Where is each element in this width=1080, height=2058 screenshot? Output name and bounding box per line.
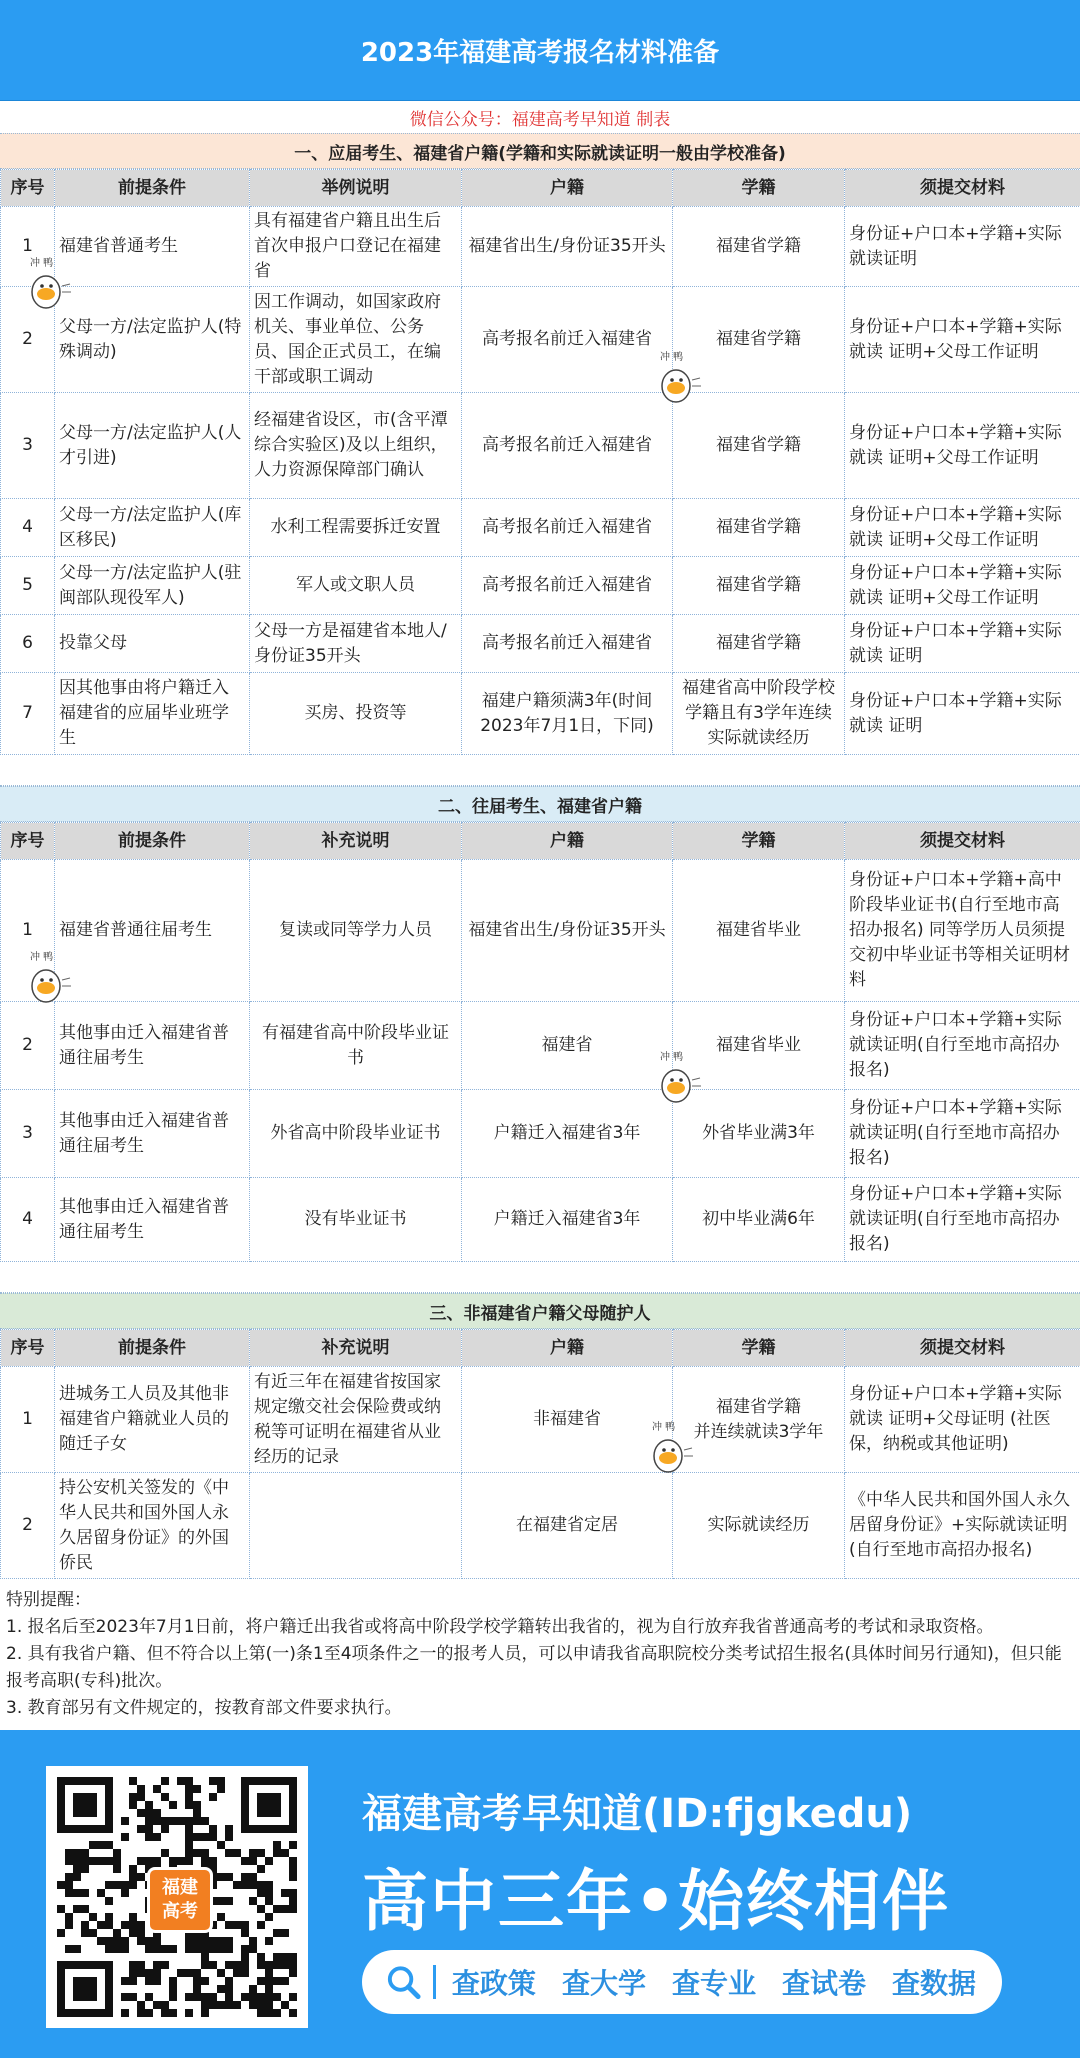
cell-no: 2 bbox=[1, 1002, 55, 1090]
cell-no: 3 bbox=[1, 1090, 55, 1178]
cell-huji: 福建省出生/身份证35开头 bbox=[462, 207, 673, 287]
cell-no: 2 bbox=[1, 287, 55, 393]
header-huji: 户籍 bbox=[462, 170, 673, 207]
cell-huji: 高考报名前迁入福建省 bbox=[462, 615, 673, 673]
cell-huji: 在福建省定居 bbox=[462, 1473, 673, 1579]
table-row bbox=[1, 499, 1080, 557]
cell-huji: 非福建省 bbox=[462, 1367, 673, 1473]
section-1-table bbox=[0, 169, 1080, 755]
cell-cond: 父母一方/法定监护人(库区移民) bbox=[55, 499, 250, 557]
cell-cond: 父母一方/法定监护人(特殊调动) bbox=[55, 287, 250, 393]
cell-no: 3 bbox=[1, 393, 55, 499]
cell-huji: 福建户籍须满3年(时间2023年7月1日，下同) bbox=[462, 673, 673, 755]
cell-materials: 身份证+户口本+学籍+实际就读 证明+父母工作证明 bbox=[845, 393, 1080, 499]
cell-xueji: 初中毕业满6年 bbox=[673, 1178, 845, 1262]
footer-banner bbox=[0, 1730, 1080, 2058]
mascot-label: 冲 鸭 bbox=[660, 1052, 684, 1063]
cell-cond: 福建省普通往届考生 bbox=[55, 860, 250, 1002]
cell-example: 水利工程需要拆迁安置 bbox=[250, 499, 462, 557]
cell-xueji: 福建省高中阶段学校学籍且有3学年连续实际就读经历 bbox=[673, 673, 845, 755]
mascot-label: 冲 鸭 bbox=[30, 258, 54, 269]
cell-example: 军人或文职人员 bbox=[250, 557, 462, 615]
header-example: 补充说明 bbox=[250, 823, 462, 860]
cell-xueji: 福建省学籍 bbox=[673, 557, 845, 615]
cell-no: 4 bbox=[1, 499, 55, 557]
section-2-title: 二、往届考生、福建省户籍 bbox=[0, 786, 1080, 822]
cell-example: 因工作调动，如国家政府机关、事业单位、公务员、国企正式员工，在编干部或职工调动 bbox=[250, 287, 462, 393]
cell-cond: 其他事由迁入福建省普通往届考生 bbox=[55, 1178, 250, 1262]
table-header-row bbox=[1, 170, 1080, 207]
cell-cond: 福建省普通考生 bbox=[55, 207, 250, 287]
table-row bbox=[1, 1473, 1080, 1579]
cell-cond: 其他事由迁入福建省普通往届考生 bbox=[55, 1002, 250, 1090]
cell-materials: 身份证+户口本+学籍+实际就读证明(自行至地市高招办报名) bbox=[845, 1002, 1080, 1090]
search-university-link[interactable]: 查大学 bbox=[561, 1967, 646, 2000]
cell-materials: 《中华人民共和国外国人永久居留身份证》+实际就读证明(自行至地市高招办报名) bbox=[845, 1473, 1080, 1579]
cell-materials: 身份证+户口本+学籍+实际就读 证明 bbox=[845, 673, 1080, 755]
header-materials: 须提交材料 bbox=[845, 1330, 1080, 1367]
header-xueji: 学籍 bbox=[673, 170, 845, 207]
cell-example: 父母一方是福建省本地人/身份证35开头 bbox=[250, 615, 462, 673]
search-policy-link[interactable]: 查政策 bbox=[451, 1967, 536, 2000]
search-major-link[interactable]: 查专业 bbox=[671, 1967, 756, 2000]
cell-materials: 身份证+户口本+学籍+高中阶段毕业证书(自行至地市高招办报名) 同等学历人员须提交初中毕业证书等相关证明材料 bbox=[845, 860, 1080, 1002]
cell-cond: 进城务工人员及其他非福建省户籍就业人员的随迁子女 bbox=[55, 1367, 250, 1473]
header-xueji: 学籍 bbox=[673, 1330, 845, 1367]
header-huji: 户籍 bbox=[462, 1330, 673, 1367]
cell-xueji: 福建省学籍 并连续就读3学年 bbox=[673, 1367, 845, 1473]
duck-mascot-icon bbox=[654, 1050, 704, 1108]
cell-cond: 其他事由迁入福建省普通往届考生 bbox=[55, 1090, 250, 1178]
header-no: 序号 bbox=[1, 1330, 55, 1367]
header-huji: 户籍 bbox=[462, 823, 673, 860]
note-item: 2. 具有我省户籍、但不符合以上第(一)条1至4项条件之一的报考人员，可以申请我省高职院校分类考试招生报名(具体时间另行通知)，但只能报考高职(专科)批次。 bbox=[6, 1644, 1062, 1691]
cell-no: 2 bbox=[1, 1473, 55, 1579]
table-row bbox=[1, 860, 1080, 1002]
cell-example: 经福建省设区，市(含平潭综合实验区)及以上组织，人力资源保障部门确认 bbox=[250, 393, 462, 499]
cell-no: 5 bbox=[1, 557, 55, 615]
cell-materials: 身份证+户口本+学籍+实际就读证明(自行至地市高招办报名) bbox=[845, 1090, 1080, 1178]
header-materials: 须提交材料 bbox=[845, 823, 1080, 860]
cell-huji: 高考报名前迁入福建省 bbox=[462, 287, 673, 393]
cell-cond: 父母一方/法定监护人(驻闽部队现役军人) bbox=[55, 557, 250, 615]
header-xueji: 学籍 bbox=[673, 823, 845, 860]
cell-xueji: 实际就读经历 bbox=[673, 1473, 845, 1579]
mascot-label: 冲 鸭 bbox=[30, 952, 54, 963]
cell-xueji: 福建省学籍 bbox=[673, 615, 845, 673]
brand-name: 福建高考早知道(ID:fjgkedu) bbox=[362, 1791, 913, 1837]
slogan: 高中三年•始终相伴 bbox=[362, 1863, 951, 1940]
section-3-title: 三、非福建省户籍父母随护人 bbox=[0, 1293, 1080, 1329]
section-1-title: 一、应届考生、福建省户籍(学籍和实际就读证明一般由学校准备) bbox=[0, 133, 1080, 169]
mascot-label: 冲 鸭 bbox=[660, 352, 684, 363]
notes bbox=[0, 1579, 1080, 1722]
note-item: 3. 教育部另有文件规定的，按教育部文件要求执行。 bbox=[6, 1698, 402, 1718]
section-spacer bbox=[0, 1262, 1080, 1293]
cell-example: 买房、投资等 bbox=[250, 673, 462, 755]
page-title: 2023年福建高考报名材料准备 bbox=[0, 0, 1080, 101]
cell-materials: 身份证+户口本+学籍+实际就读 证明+父母工作证明 bbox=[845, 557, 1080, 615]
brand-logo bbox=[147, 1867, 213, 1933]
table-row bbox=[1, 393, 1080, 499]
header-example: 举例说明 bbox=[250, 170, 462, 207]
cell-cond: 因其他事由将户籍迁入福建省的应届毕业班学生 bbox=[55, 673, 250, 755]
cell-materials: 身份证+户口本+学籍+实际就读 证明 bbox=[845, 615, 1080, 673]
header-cond: 前提条件 bbox=[55, 170, 250, 207]
cell-xueji: 福建省学籍 bbox=[673, 499, 845, 557]
search-bar[interactable] bbox=[362, 1950, 1002, 2014]
cell-no: 1 bbox=[1, 207, 55, 287]
cell-huji: 福建省 bbox=[462, 1002, 673, 1090]
cell-xueji: 外省毕业满3年 bbox=[673, 1090, 845, 1178]
cell-no: 1 bbox=[1, 1367, 55, 1473]
cell-example: 外省高中阶段毕业证书 bbox=[250, 1090, 462, 1178]
cell-huji: 高考报名前迁入福建省 bbox=[462, 499, 673, 557]
duck-mascot-icon bbox=[654, 350, 704, 408]
cell-no: 4 bbox=[1, 1178, 55, 1262]
table-row bbox=[1, 1367, 1080, 1473]
table-row bbox=[1, 1178, 1080, 1262]
cell-cond: 父母一方/法定监护人(人才引进) bbox=[55, 393, 250, 499]
cell-example: 有福建省高中阶段毕业证书 bbox=[250, 1002, 462, 1090]
table-row bbox=[1, 287, 1080, 393]
header-cond: 前提条件 bbox=[55, 823, 250, 860]
search-separator bbox=[433, 1965, 436, 1999]
cell-no: 1 bbox=[1, 860, 55, 1002]
qr-logo-line: 福建 bbox=[162, 1877, 198, 1898]
table-header-row bbox=[1, 1330, 1080, 1367]
table-row bbox=[1, 1090, 1080, 1178]
table-header-row bbox=[1, 823, 1080, 860]
cell-materials: 身份证+户口本+学籍+实际就读 证明+父母证明 (社医保，纳税或其他证明) bbox=[845, 1367, 1080, 1473]
note-item: 1. 报名后至2023年7月1日前，将户籍迁出我省或将高中阶段学校学籍转出我省的，视为自行放弃我省普通高考的考试和录取资格。 bbox=[6, 1617, 994, 1637]
header-cond: 前提条件 bbox=[55, 1330, 250, 1367]
duck-mascot-icon bbox=[24, 950, 74, 1008]
cell-example bbox=[250, 1473, 462, 1579]
search-data-link[interactable]: 查数据 bbox=[891, 1967, 976, 2000]
qr-code[interactable] bbox=[46, 1766, 308, 2028]
cell-xueji: 福建省学籍 bbox=[673, 393, 845, 499]
header-materials: 须提交材料 bbox=[845, 170, 1080, 207]
header-example: 补充说明 bbox=[250, 1330, 462, 1367]
cell-no: 7 bbox=[1, 673, 55, 755]
cell-huji: 高考报名前迁入福建省 bbox=[462, 393, 673, 499]
cell-materials: 身份证+户口本+学籍+实际就读 证明+父母工作证明 bbox=[845, 499, 1080, 557]
cell-cond: 投靠父母 bbox=[55, 615, 250, 673]
search-icon bbox=[384, 1962, 423, 2002]
cell-materials: 身份证+户口本+学籍+实际就读证明 bbox=[845, 207, 1080, 287]
cell-no: 6 bbox=[1, 615, 55, 673]
cell-huji: 福建省出生/身份证35开头 bbox=[462, 860, 673, 1002]
cell-huji: 户籍迁入福建省3年 bbox=[462, 1178, 673, 1262]
section-3-table bbox=[0, 1329, 1080, 1579]
cell-materials: 身份证+户口本+学籍+实际就读证明(自行至地市高招办报名) bbox=[845, 1178, 1080, 1262]
cell-xueji: 福建省毕业 bbox=[673, 1002, 845, 1090]
search-exam-link[interactable]: 查试卷 bbox=[781, 1967, 866, 2000]
table-row bbox=[1, 615, 1080, 673]
notes-heading: 特别提醒： bbox=[6, 1590, 91, 1610]
cell-example: 具有福建省户籍且出生后首次申报户口登记在福建省 bbox=[250, 207, 462, 287]
qr-logo-line: 高考 bbox=[162, 1901, 198, 1922]
credit-line: 微信公众号：福建高考早知道 制表 bbox=[409, 109, 671, 130]
table-row bbox=[1, 557, 1080, 615]
cell-example: 有近三年在福建省按国家规定缴交社会保险费或纳税等可证明在福建省从业经历的记录 bbox=[250, 1367, 462, 1473]
table-row bbox=[1, 1002, 1080, 1090]
cell-xueji: 福建省学籍 bbox=[673, 207, 845, 287]
cell-example: 复读或同等学力人员 bbox=[250, 860, 462, 1002]
header-no: 序号 bbox=[1, 823, 55, 860]
duck-mascot-icon bbox=[646, 1420, 696, 1478]
cell-materials: 身份证+户口本+学籍+实际就读 证明+父母工作证明 bbox=[845, 287, 1080, 393]
table-row bbox=[1, 673, 1080, 755]
cell-xueji: 福建省毕业 bbox=[673, 860, 845, 1002]
cell-cond: 持公安机关签发的《中华人民共和国外国人永久居留身份证》的外国侨民 bbox=[55, 1473, 250, 1579]
section-2-table bbox=[0, 822, 1080, 1262]
header-no: 序号 bbox=[1, 170, 55, 207]
table-row bbox=[1, 207, 1080, 287]
cell-huji: 户籍迁入福建省3年 bbox=[462, 1090, 673, 1178]
section-spacer bbox=[0, 755, 1080, 786]
duck-mascot-icon bbox=[24, 256, 74, 314]
mascot-label: 冲 鸭 bbox=[652, 1422, 676, 1433]
cell-example: 没有毕业证书 bbox=[250, 1178, 462, 1262]
cell-xueji: 福建省学籍 bbox=[673, 287, 845, 393]
cell-huji: 高考报名前迁入福建省 bbox=[462, 557, 673, 615]
